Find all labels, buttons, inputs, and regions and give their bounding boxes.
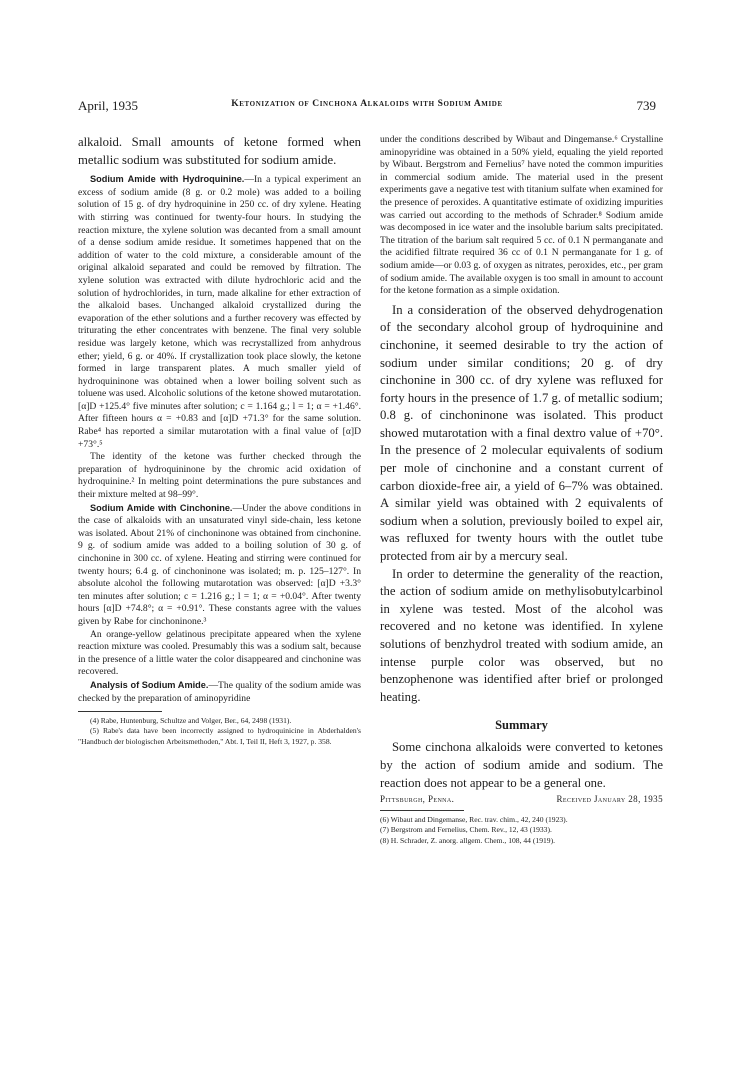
footnote-8: (8) H. Schrader, Z. anorg. allgem. Chem., 108, 44 (1919). — [380, 835, 556, 845]
analysis-heading: Analysis of Sodium Amide. — [90, 679, 209, 690]
place: Pittsburgh, Penna. — [380, 794, 455, 805]
hydroquinine-heading: Sodium Amide with Hydroquinine. — [90, 174, 245, 185]
received-date: Received January 28, 1935 — [556, 794, 663, 805]
left-column — [78, 134, 361, 747]
summary-text: Some cinchona alkaloids were converted to ketones by the action of sodium amide and sodium. The reaction does not appear to be a general one. — [380, 740, 663, 790]
dehydrogenation-paragraph: In a consideration of the observed dehydrogenation of the secondary alcohol group of hydroquinine and cinchonine, it seemed desirable to try the action of sodium under similar conditions; 20 g. of dry cinchonine in 300 cc. of dry xylene was refluxed for forty hours in the presence of 1.7 g. of metallic sodium; 0.8 g. of cinchoninone was isolated. This product showed mutarotation with a final dextro value of +70°. In the presence of 2 molecular equivalents of sodium per mole of cinchonine and a constant current of carbon dioxide-free air, a yield of 6–7% was obtained. A similar yield was obtained with 2 equivalents of sodium when a solution, previously boiled to expel air, was refluxed for twenty hours with the outlet tube protected from air by a mercury seal. — [380, 302, 663, 564]
cinchonine-heading: Sodium Amide with Cinchonine. — [90, 502, 233, 513]
precipitate-paragraph: An orange-yellow gelatinous precipitate appeared when the xylene reaction mixture was cooled. Presumably this was a sodium salt, because in the presence of a little water the color disappeared and cinchonine was recovered. — [78, 628, 361, 678]
analysis-text: —The quality of the sodium amide was checked by the preparation of aminopyridine — [78, 679, 361, 704]
footnote-7: (7) Bergstrom and Fernelius, Chem. Rev., 12, 43 (1933). — [380, 825, 552, 835]
issue-date: April, 1935 — [78, 98, 138, 113]
analysis-continued: under the conditions described by Wibaut and Dingemanse.⁶ Crystalline aminopyridine was obtained in a 50% yield, equaling the yield reported by Wibaut. Bergstrom and Fernelius⁷ have noted the common impurities in commercial sodium amide. The material used in the present experiments gave a negative test with titanium sulfate when examined for the presence of peroxides. A quantitative estimate of oxidizing impurities was carried out according to the methods of Schrader.⁸ Sodium amide was decomposed in ice water and the insoluble barium salts precipitated. The titration of the barium salt required 5 cc. of 0.1 N permanganate and the acidified filtrate required 36 cc of 0.1 N permanganate for 1 g. of sodium amide—or 0.03 g. of oxygen as nitrates, peroxides, etc., per gram of sodium amide. The available oxygen is too small in amount to account for the ketone formation as a simple oxidation. — [380, 134, 663, 297]
hydroquinine-text: —In a typical experiment an excess of sodium amide (8 g. or 0.2 mole) was added to a boiling solution of 15 g. of dry hydroquinine in 250 cc. of dry xylene. Heating with stirring was continued for twenty-four hours. In studying the reaction mixture, the xylene solution was decanted from a small amount of a dense sodium amide residue. It sometimes happened that on the addition of water to the cold mixture, a considerable amount of the original alkaloid separated and could be removed by filtration. The xylene solution was extracted with dilute hydrochloric acid and the solution of hydrochlorides, in turn, made alkaline for ether extraction of the alkaloid bases. Unchanged alkaloid crystallized during the evaporation of the ether solutions and a further recovery was effected by triturating the ether concentrates with benzene. The final very soluble residue was largely ketone, which was recrystallized from anhydrous ether; yield, 6 g. or 40%. If crystallization took place slowly, the ketone formed in large transparent plates. A much smaller yield of hydroquininone was obtained when a lower boiling solvent such as toluene was used. Alcoholic solutions of the ketone showed mutarotation. [α]D +125.4° five minutes after solution; c = 1.164 g.; l = 1; α = +1.46°. After fifteen hours α = +0.83 and [α]D +71.3° for the same solution. Rabe⁴ has reported a similar mutarotation with a final value of [α]D +73°.⁵ — [78, 174, 361, 450]
running-title: Ketonization of Cinchona Alkaloids with Sodium Amide — [231, 99, 503, 109]
summary-heading: Summary — [495, 718, 548, 733]
footnote-rule — [380, 810, 464, 811]
cinchonine-paragraph — [78, 502, 361, 629]
page-number: 739 — [636, 98, 656, 113]
analysis-paragraph — [78, 679, 361, 705]
footnote-5: (5) Rabe's data have been incorrectly assigned to hydroquinicine in Abderhalden's "Handbuch der biologischen Arbeitsmethoden," Abt. I, Teil II, Heft 3, 1927, p. 358. — [78, 726, 361, 746]
cinchonine-text: —Under the above conditions in the case of alkaloids with an unsaturated vinyl side-chain, less ketone was isolated. About 21% of cinchoninone was obtained from cinchonine. 9 g. of sodium amide was added to a boiling solution of 30 g. of cinchonine in 300 cc. of xylene. Heating and stirring were continued for twenty hours; 6.4 g. of cinchoninone was isolated; m. p. 125–127°. In absolute alcohol the following mutarotation was observed: [α]D +3.3° ten minutes after solution; c = 1.216 g.; l = 1; α = +0.04°. After twenty hours [α]D +74.8°; α = +0.91°. These constants agree with the values given by Rabe for cinchoninone.³ — [78, 502, 361, 627]
footnote-rule — [78, 711, 162, 712]
generality-paragraph: In order to determine the generality of the reaction, the action of sodium amide on methylisobutylcarbinol in xylene was tested. Most of the alcohol was recovered and no ketone was identified. In xylene solutions of benzhydrol treated with sodium amide, an intense purple color was observed, but no benzophenone was identified after brief or prolonged heating. — [380, 566, 663, 704]
running-header — [78, 98, 656, 116]
right-column — [380, 134, 663, 846]
footnote-6: (6) Wibaut and Dingemanse, Rec. trav. chim., 42, 240 (1923). — [380, 815, 568, 825]
footnote-4: (4) Rabe, Huntenburg, Schultze and Volger, Ber., 64, 2498 (1931). — [90, 716, 292, 726]
identity-paragraph: The identity of the ketone was further checked through the preparation of hydroquininone by the chromic acid oxidation of hydroquinine.² In melting point determinations the pure substances and their mixture melted at 98–99°. — [78, 451, 361, 501]
hydroquinine-paragraph — [78, 173, 361, 451]
signature-line — [380, 794, 663, 804]
intro-paragraph: alkaloid. Small amounts of ketone formed when metallic sodium was substituted for sodium amide. — [78, 135, 361, 167]
